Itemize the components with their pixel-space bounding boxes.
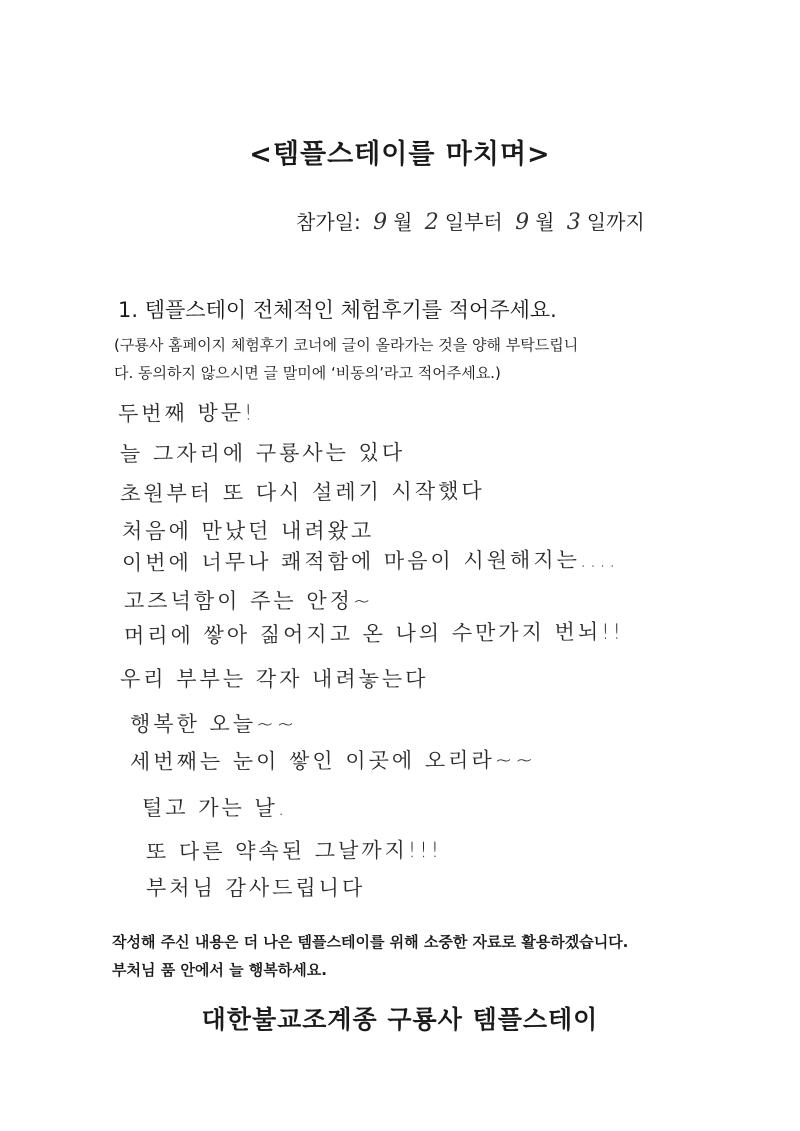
handwritten-line: 부처님 감사드립니다 <box>146 876 366 900</box>
handwritten-line: 늘 그자리에 구룡사는 있다 <box>119 440 406 466</box>
handwritten-line: 머리에 쌓아 짊어지고 온 나의 수만가지 번뇌!! <box>123 619 625 648</box>
handwritten-line: 털고 가는 날. <box>142 796 288 820</box>
closing-line-2: 부처님 품 안에서 늘 행복하세요. <box>112 961 327 979</box>
participation-label: 참가일: <box>296 210 361 234</box>
handwritten-line: 처음에 만났던 내려왔고 <box>122 519 375 543</box>
start-month-handwritten: 9 <box>373 210 388 235</box>
closing-message <box>112 928 628 984</box>
end-day-handwritten: 3 <box>566 210 581 235</box>
day-unit-2: 일까지 <box>586 210 645 234</box>
question-note-line-1: (구룡사 홈페이지 체험후기 코너에 글이 올라가는 것을 양해 부탁드립니 <box>114 336 579 354</box>
question-note-line-2: 다. 동의하지 않으시면 글 말미에 ‘비동의’라고 적어주세요.) <box>114 364 501 382</box>
page-title: <템플스테이를 마치며> <box>249 139 551 170</box>
handwritten-line: 이번에 너무나 쾌적함에 마음이 시원해지는.... <box>121 547 619 575</box>
handwritten-line: 우리 부부는 각자 내려놓는다 <box>120 667 429 691</box>
start-day-handwritten: 2 <box>424 210 439 235</box>
month-unit-1: 월 <box>393 210 413 234</box>
day-unit-1: 일부터 <box>444 210 503 234</box>
question-heading: 1. 템플스테이 전체적인 체험후기를 적어주세요. <box>118 298 557 322</box>
handwritten-line: 행복한 오늘~~ <box>130 712 298 736</box>
handwritten-line: 세번째는 눈이 쌓인 이곳에 오리라~~ <box>129 747 536 774</box>
handwritten-line: 두번째 방문! <box>117 400 256 426</box>
end-month-handwritten: 9 <box>515 210 530 235</box>
handwritten-line: 고즈넉함이 주는 안정~ <box>124 589 374 613</box>
closing-line-1: 작성해 주신 내용은 더 나은 템플스테이를 위해 소중한 자료로 활용하겠습니다. <box>112 933 629 951</box>
month-unit-2: 월 <box>535 210 555 234</box>
handwritten-line: 초원부터 또 다시 설레기 시작했다 <box>119 478 485 506</box>
handwritten-line: 또 다른 약속된 그날까지!!! <box>145 837 443 864</box>
organization-footer: 대한불교조계종 구룡사 템플스테이 <box>201 1005 599 1034</box>
